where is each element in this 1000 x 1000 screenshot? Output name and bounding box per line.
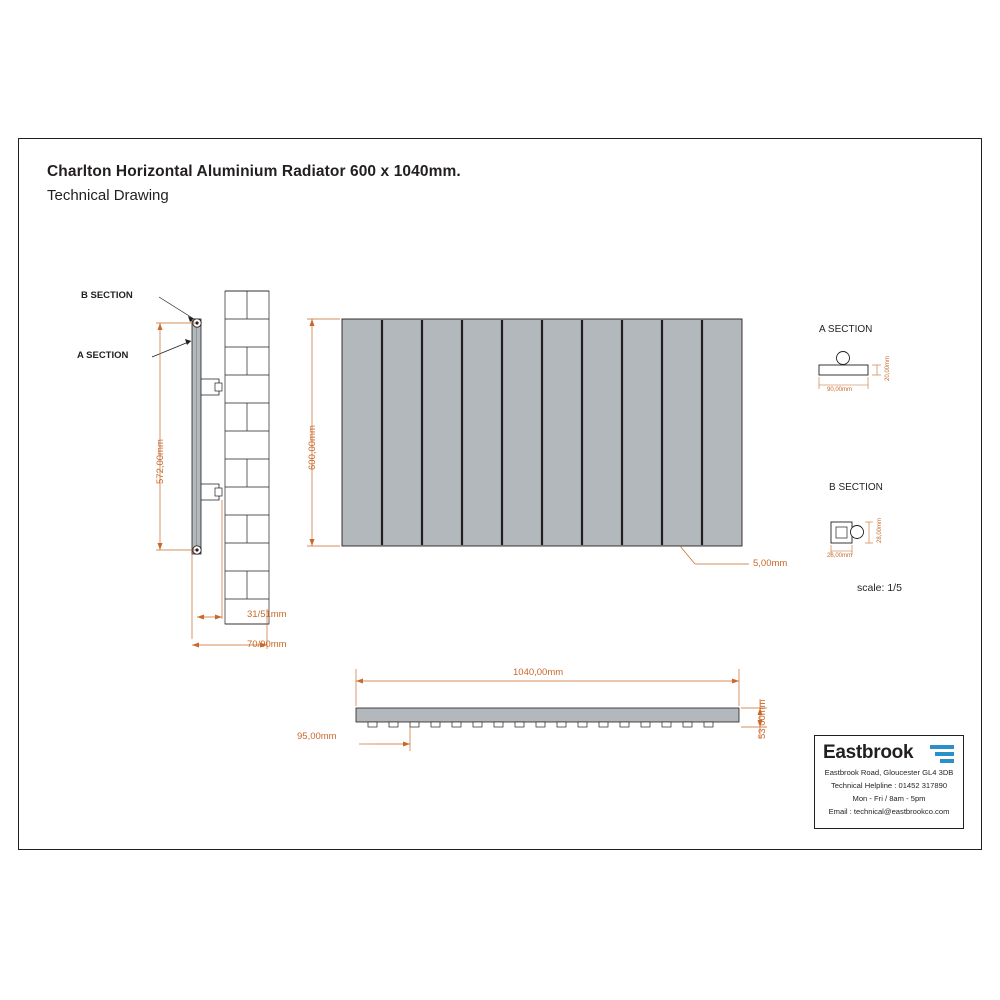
company-address: Eastbrook Road, Gloucester GL4 3DB [824, 768, 954, 777]
dim-plan-offset: 95,00mm [297, 731, 337, 742]
company-info-box [814, 735, 964, 829]
page-title: Charlton Horizontal Aluminium Radiator 600 x 1040mm. [47, 163, 461, 180]
drawing-sheet [18, 138, 982, 850]
dim-depth-a: 31/51mm [247, 609, 287, 620]
dim-plan-depth: 53,00mm [757, 699, 768, 739]
dim-b-height: 28,00mm [877, 517, 883, 543]
dim-a-height: 20,00mm [885, 355, 891, 381]
label-b-section-callout: B SECTION [81, 290, 133, 301]
company-name: Eastbrook [823, 742, 914, 763]
label-scale: scale: 1/5 [857, 582, 902, 594]
dim-side-height: 572,00mm [155, 439, 166, 484]
label-b-section-detail: B SECTION [829, 482, 883, 493]
dim-a-width: 90,00mm [827, 387, 853, 393]
company-hours: Mon - Fri / 8am - 5pm [852, 794, 926, 803]
dim-depth-b: 70/90mm [247, 639, 287, 650]
dim-plan-width: 1040,00mm [513, 667, 564, 678]
label-a-section-detail: A SECTION [819, 324, 873, 335]
eastbrook-logo-icon [930, 745, 954, 765]
dim-fin-thickness: 5,00mm [753, 558, 788, 569]
company-helpline: Technical Helpline : 01452 317890 [830, 781, 948, 790]
label-a-section-callout: A SECTION [77, 350, 129, 361]
company-email: Email : technical@eastbrookco.com [828, 807, 950, 816]
page-subtitle: Technical Drawing [47, 187, 169, 204]
dim-b-width: 28,00mm [827, 553, 853, 559]
dim-front-height: 600,00mm [307, 425, 318, 470]
